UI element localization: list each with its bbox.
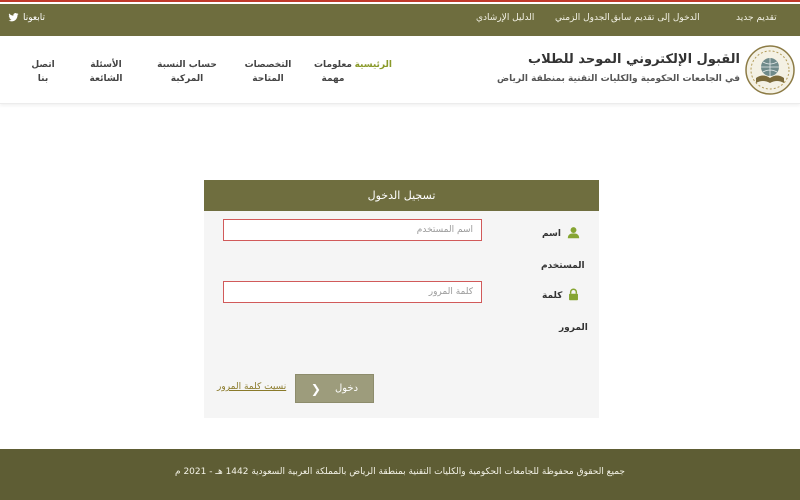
menu-important-info-line1[interactable]: معلومات [314, 60, 352, 70]
login-panel-header [204, 180, 599, 211]
username-label-line1: اسم [542, 229, 561, 239]
menu-available-majors-line1[interactable]: التخصصات [244, 60, 292, 70]
logo-emblem-icon[interactable] [744, 44, 796, 96]
follow-us[interactable] [8, 12, 45, 23]
menu-faq-line1[interactable]: الأسئلة [90, 60, 122, 70]
username-input[interactable] [223, 219, 482, 241]
lock-icon [567, 288, 580, 301]
user-icon [567, 226, 580, 239]
menu-contact[interactable] [28, 58, 58, 86]
menu-contact-line2[interactable]: بنا [37, 74, 49, 84]
login-panel [204, 180, 599, 418]
footer-copyright: جميع الحقوق محفوظة للجامعات الحكومية والكليات التقنية بمنطقة الرياض بالمملكة العربية السعودية 1442 هـ - 2021 م [175, 467, 625, 477]
menu-home-label[interactable]: الرئيسية [354, 60, 392, 70]
twitter-icon[interactable] [8, 12, 19, 23]
brand-subtitle: في الجامعات الحكومية والكليات التقنية بمنطقة الرياض [497, 74, 740, 84]
follow-us-label[interactable]: تابعونا [23, 12, 45, 23]
menu-gpa-calculator[interactable] [156, 58, 218, 86]
menu-gpa-calculator-line2[interactable]: المركبة [170, 74, 204, 84]
nav-guide[interactable]: الدليل الإرشادي [476, 13, 535, 23]
brand-title: القبول الإلكتروني الموحد للطلاب [528, 52, 740, 67]
top-bar [0, 4, 800, 36]
login-button-label[interactable]: دخول [334, 383, 359, 394]
chevron-left-icon[interactable]: ❯ [310, 381, 321, 396]
menu-available-majors[interactable] [244, 58, 292, 86]
menu-important-info-line2[interactable]: مهمة [321, 74, 345, 84]
nav-new-application[interactable]: تقديم جديد [736, 13, 777, 23]
username-label-line2: المستخدم [541, 261, 585, 271]
menu-home[interactable] [356, 58, 392, 72]
menu-available-majors-line2[interactable]: المتاحة [252, 74, 284, 84]
menu-contact-line1[interactable]: اتصل [31, 60, 55, 70]
menu-gpa-calculator-line1[interactable]: حساب النسبة [157, 60, 217, 70]
site-header [0, 36, 800, 104]
password-label-line1: كلمة [542, 291, 563, 301]
password-label-line2: المرور [559, 323, 588, 333]
menu-faq-line2[interactable]: الشائعة [89, 74, 123, 84]
login-title: تسجيل الدخول [367, 189, 436, 202]
menu-important-info[interactable] [312, 58, 354, 86]
nav-timeline[interactable]: الجدول الزمني [555, 13, 610, 23]
menu-faq[interactable] [88, 58, 124, 86]
forgot-password-link[interactable]: نسيت كلمة المرور [217, 382, 287, 392]
password-input[interactable] [223, 281, 482, 303]
site-footer [0, 449, 800, 500]
login-button[interactable] [295, 374, 374, 403]
nav-previous-application[interactable]: الدخول إلى تقديم سابق [611, 13, 700, 23]
